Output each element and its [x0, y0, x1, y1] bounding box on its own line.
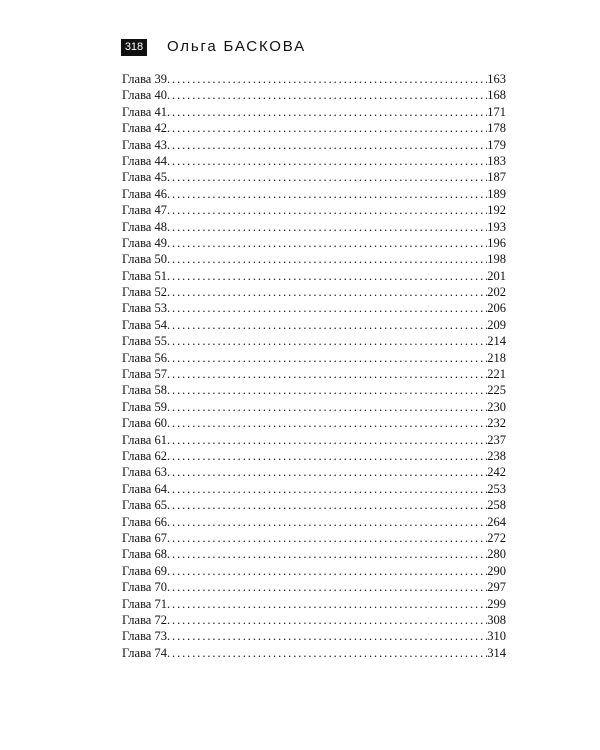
toc-entry-page: 193	[487, 219, 506, 234]
toc-entry	[122, 399, 506, 415]
toc-entry-page: 232	[487, 416, 506, 431]
dot-leader	[167, 464, 487, 480]
toc-entry-label: Глава 60	[122, 416, 167, 431]
dot-leader	[167, 399, 487, 415]
toc-entry-label: Глава 46	[122, 186, 167, 201]
dot-leader	[167, 333, 487, 349]
dot-leader	[167, 284, 487, 300]
dot-leader	[167, 120, 487, 136]
dot-leader	[167, 219, 487, 235]
toc-entry-label: Глава 40	[122, 88, 167, 103]
toc-entry	[122, 645, 506, 661]
toc-entry-label: Глава 45	[122, 170, 167, 185]
toc-entry-label: Глава 62	[122, 448, 167, 463]
toc-entry-label: Глава 44	[122, 153, 167, 168]
toc-entry-label: Глава 55	[122, 334, 167, 349]
toc-entry-label: Глава 70	[122, 580, 167, 595]
dot-leader	[167, 579, 487, 595]
toc-entry-page: 242	[487, 465, 506, 480]
toc-entry-page: 280	[487, 547, 506, 562]
toc-entry-page: 238	[487, 448, 506, 463]
toc-entry-page: 310	[487, 629, 506, 644]
toc-entry-page: 258	[487, 498, 506, 513]
toc-entry-page: 314	[487, 645, 506, 660]
toc-entry-label: Глава 47	[122, 203, 167, 218]
toc-entry	[122, 268, 506, 284]
toc-entry-label: Глава 42	[122, 121, 167, 136]
toc-entry-label: Глава 66	[122, 514, 167, 529]
toc-entry-label: Глава 73	[122, 629, 167, 644]
toc-entry-page: 198	[487, 252, 506, 267]
toc-entry-label: Глава 58	[122, 383, 167, 398]
toc-entry-page: 178	[487, 121, 506, 136]
toc-entry-label: Глава 56	[122, 350, 167, 365]
toc-entry	[122, 530, 506, 546]
toc-entry-page: 272	[487, 530, 506, 545]
toc-entry-label: Глава 63	[122, 465, 167, 480]
toc-entry-label: Глава 39	[122, 72, 167, 86]
dot-leader	[167, 71, 487, 87]
dot-leader	[167, 235, 487, 251]
toc-entry-page: 206	[487, 301, 506, 316]
toc-entry	[122, 317, 506, 333]
toc-entry-page: 237	[487, 432, 506, 447]
toc-entry-page: 299	[487, 596, 506, 611]
toc-entry-page: 168	[487, 88, 506, 103]
toc-entry	[122, 300, 506, 316]
toc-entry	[122, 284, 506, 300]
toc-entry	[122, 596, 506, 612]
toc-entry-page: 253	[487, 481, 506, 496]
toc-entry-label: Глава 43	[122, 137, 167, 152]
dot-leader	[167, 448, 487, 464]
dot-leader	[167, 645, 487, 661]
toc-entry-label: Глава 68	[122, 547, 167, 562]
dot-leader	[167, 251, 487, 267]
toc-entry-page: 308	[487, 612, 506, 627]
toc-entry	[122, 251, 506, 267]
toc-entry-page: 230	[487, 399, 506, 414]
toc-entry-label: Глава 49	[122, 235, 167, 250]
toc-entry	[122, 432, 506, 448]
dot-leader	[167, 186, 487, 202]
toc-entry-label: Глава 74	[122, 645, 167, 660]
toc-entry-page: 171	[487, 104, 506, 119]
dot-leader	[167, 104, 487, 120]
toc-entry	[122, 612, 506, 628]
toc-entry-label: Глава 41	[122, 104, 167, 119]
dot-leader	[167, 350, 487, 366]
toc-entry	[122, 579, 506, 595]
toc-entry	[122, 481, 506, 497]
dot-leader	[167, 563, 487, 579]
toc-entry-page: 297	[487, 580, 506, 595]
dot-leader	[167, 514, 487, 530]
dot-leader	[167, 382, 487, 398]
toc-entry-page: 163	[487, 72, 506, 86]
dot-leader	[167, 268, 487, 284]
toc-entry-page: 179	[487, 137, 506, 152]
dot-leader	[167, 366, 487, 382]
dot-leader	[167, 546, 487, 562]
toc-entry	[122, 382, 506, 398]
toc-entry-label: Глава 53	[122, 301, 167, 316]
table-of-contents	[122, 71, 506, 661]
dot-leader	[167, 612, 487, 628]
toc-entry-page: 201	[487, 268, 506, 283]
dot-leader	[167, 137, 487, 153]
toc-entry-page: 209	[487, 317, 506, 332]
toc-entry	[122, 137, 506, 153]
toc-entry-page: 264	[487, 514, 506, 529]
dot-leader	[167, 87, 487, 103]
toc-entry	[122, 448, 506, 464]
toc-entry	[122, 235, 506, 251]
dot-leader	[167, 202, 487, 218]
dot-leader	[167, 628, 487, 644]
toc-entry	[122, 104, 506, 120]
toc-entry	[122, 366, 506, 382]
toc-entry	[122, 514, 506, 530]
toc-entry-label: Глава 61	[122, 432, 167, 447]
toc-entry	[122, 333, 506, 349]
running-head-author: Ольга БАСКОВА	[167, 38, 306, 55]
toc-entry-label: Глава 67	[122, 530, 167, 545]
toc-entry-page: 189	[487, 186, 506, 201]
toc-entry-page: 221	[487, 367, 506, 382]
toc-entry-page: 290	[487, 563, 506, 578]
toc-entry	[122, 563, 506, 579]
toc-entry-page: 196	[487, 235, 506, 250]
toc-entry	[122, 415, 506, 431]
toc-entry	[122, 153, 506, 169]
toc-entry-label: Глава 50	[122, 252, 167, 267]
page-number: 318	[121, 39, 147, 56]
toc-entry	[122, 186, 506, 202]
toc-entry-page: 183	[487, 153, 506, 168]
toc-entry-page: 192	[487, 203, 506, 218]
toc-entry	[122, 87, 506, 103]
dot-leader	[167, 432, 487, 448]
dot-leader	[167, 300, 487, 316]
dot-leader	[167, 497, 487, 513]
toc-entry	[122, 202, 506, 218]
toc-entry	[122, 464, 506, 480]
toc-entry-label: Глава 69	[122, 563, 167, 578]
toc-entry-label: Глава 51	[122, 268, 167, 283]
toc-entry	[122, 120, 506, 136]
dot-leader	[167, 530, 487, 546]
dot-leader	[167, 596, 487, 612]
dot-leader	[167, 153, 487, 169]
toc-entry-page: 225	[487, 383, 506, 398]
toc-entry-label: Глава 65	[122, 498, 167, 513]
toc-entry	[122, 219, 506, 235]
toc-entry	[122, 628, 506, 644]
toc-entry-page: 218	[487, 350, 506, 365]
dot-leader	[167, 169, 487, 185]
dot-leader	[167, 415, 487, 431]
toc-entry-label: Глава 54	[122, 317, 167, 332]
toc-entry-page: 187	[487, 170, 506, 185]
toc-entry-label: Глава 72	[122, 612, 167, 627]
toc-entry-label: Глава 52	[122, 285, 167, 300]
toc-entry	[122, 546, 506, 562]
toc-entry-page: 202	[487, 285, 506, 300]
dot-leader	[167, 481, 487, 497]
toc-entry-label: Глава 57	[122, 367, 167, 382]
toc-entry	[122, 71, 506, 87]
toc-entry-page: 214	[487, 334, 506, 349]
toc-entry	[122, 169, 506, 185]
toc-entry-label: Глава 71	[122, 596, 167, 611]
toc-entry	[122, 350, 506, 366]
toc-entry	[122, 497, 506, 513]
dot-leader	[167, 317, 487, 333]
toc-entry-label: Глава 48	[122, 219, 167, 234]
toc-entry-label: Глава 64	[122, 481, 167, 496]
toc-entry-label: Глава 59	[122, 399, 167, 414]
